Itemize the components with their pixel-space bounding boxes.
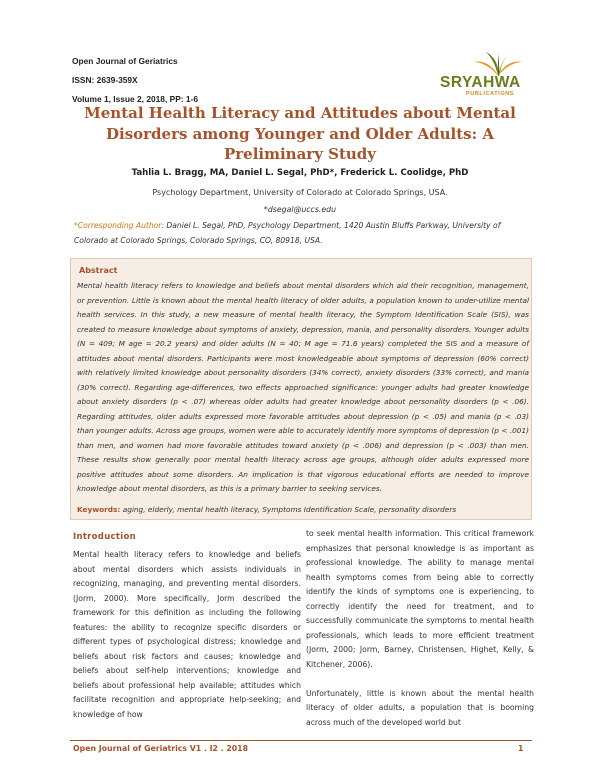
abstract-heading: Abstract bbox=[79, 266, 118, 275]
body-column-left bbox=[73, 548, 301, 722]
article-authors: Tahlia L. Bragg, MA, Daniel L. Segal, PhD*, Frederick L. Coolidge, PhD bbox=[131, 168, 469, 178]
keywords bbox=[77, 505, 529, 514]
journal-issn: ISSN: 2639-359X bbox=[72, 75, 138, 85]
section-heading-introduction: Introduction bbox=[73, 532, 136, 542]
article-affiliation: Psychology Department, University of Colorado at Colorado Springs, USA. bbox=[152, 188, 448, 197]
paragraph: Mental health literacy refers to knowledge and beliefs about mental disorders which assists individuals in recognizing, managing, and preventing mental disorders. (Jorm, 2000). More specifically, Jorm described the framework for this definition as including the following features: the ability to recognize specific disorders or different types of psychological distress; knowledge and beliefs about risk factors and causes; knowledge and beliefs about self-help interventions; knowledge and beliefs about professional help available; attitudes which facilitate recognition and appropriate help-seeking; and knowledge of how bbox=[73, 550, 301, 719]
corresponding-text: Daniel L. Segal, PhD, Psychology Department, 1420 Austin Bluffs Parkway, University of Colorado at Colorado Springs, Colorado Springs, CO, 80918, USA. bbox=[74, 221, 501, 245]
page-number: 1 bbox=[518, 744, 524, 753]
logo-wordmark: SRYAHWA bbox=[440, 74, 521, 91]
corresponding-label: *Corresponding Author: bbox=[74, 221, 164, 230]
keywords-label: Keywords: bbox=[77, 505, 121, 514]
paragraph: Unfortunately, little is known about the mental health literacy of older adults, a population that is booming across much of the developed world but bbox=[306, 688, 534, 727]
logo-tagline: PUBLICATIONS bbox=[466, 91, 515, 97]
article-title: Mental Health Literacy and Attitudes about Mental Disorders among Younger and Older Adults: A Preliminary Study bbox=[84, 104, 516, 163]
publisher-logo bbox=[426, 50, 536, 102]
abstract-box bbox=[70, 258, 532, 520]
journal-name: Open Journal of Geriatrics bbox=[72, 56, 178, 66]
keywords-text: aging, elderly, mental health literacy, Symptoms Identification Scale, personality disorders bbox=[120, 505, 457, 514]
journal-volume: Volume 1, Issue 2, 2018, PP: 1-6 bbox=[72, 94, 198, 104]
author-email[interactable]: *dsegal@uccs.edu bbox=[263, 205, 337, 214]
paragraph: to seek mental health information. This critical framework emphasizes that personal knowledge is as important as professional knowledge. The ability to manage mental health symptoms comes from being able to correctly identify the kinds of symptoms one is experiencing, to correctly identify the need for treatment, and to successfully communicate the symptoms to mental health professionals, which leads to more efficient treatment (Jorm, 2000; Jorm, Barney, Christensen, Highet, Kelly, & Kitchener, 2006). bbox=[306, 529, 534, 669]
journal-info bbox=[72, 52, 198, 109]
footer-divider bbox=[70, 740, 532, 741]
footer-journal-issue: Open Journal of Geriatrics V1 . I2 . 2018 bbox=[73, 744, 249, 753]
abstract-text: Mental health literacy refers to knowledge and beliefs about mental disorders which aid their recognition, management, or prevention. Little is known about the mental health literacy of older adults, a population known to under-utilize mental health services. In this study, a new measure of mental health literacy, the Symptom Identification Scale (SIS), was created to measure knowledge about symptoms of anxiety, depression, mania, and personality disorders. Younger adults (N = 409; M age = 20.2 years) and older adults (N = 40; M age = 71.6 years) completed the SIS and a measure of attitudes about mental disorders. Participants were most knowledgeable about symptoms of depression (60% correct) with relatively limited knowledge about personality disorders (34% correct), anxiety disorders (33% correct), and mania (30% correct). Regarding age-differences, two effects approached significance: younger adults had greater knowledge about anxiety disorders (p < .07) whereas older adults had greater knowledge about personality disorders (p < .06). Regarding attitudes, older adults expressed more favorable attitudes about depression (p < .05) and mania (p < .03) than younger adults. Across age groups, women were able to accurately identify more symptoms of depression (p < .001) than men, and women had more favorable attitudes toward anxiety (p < .006) and depression (p < .003) than men. These results show generally poor mental health literacy across age groups, although older adults expressed more positive attitudes about some disorders. An implication is that vigorous educational efforts are needed to improve knowledge about mental disorders, as this is a primary barrier to seeking services. bbox=[77, 281, 529, 493]
body-column-right bbox=[306, 527, 534, 730]
corresponding-author bbox=[74, 219, 534, 248]
